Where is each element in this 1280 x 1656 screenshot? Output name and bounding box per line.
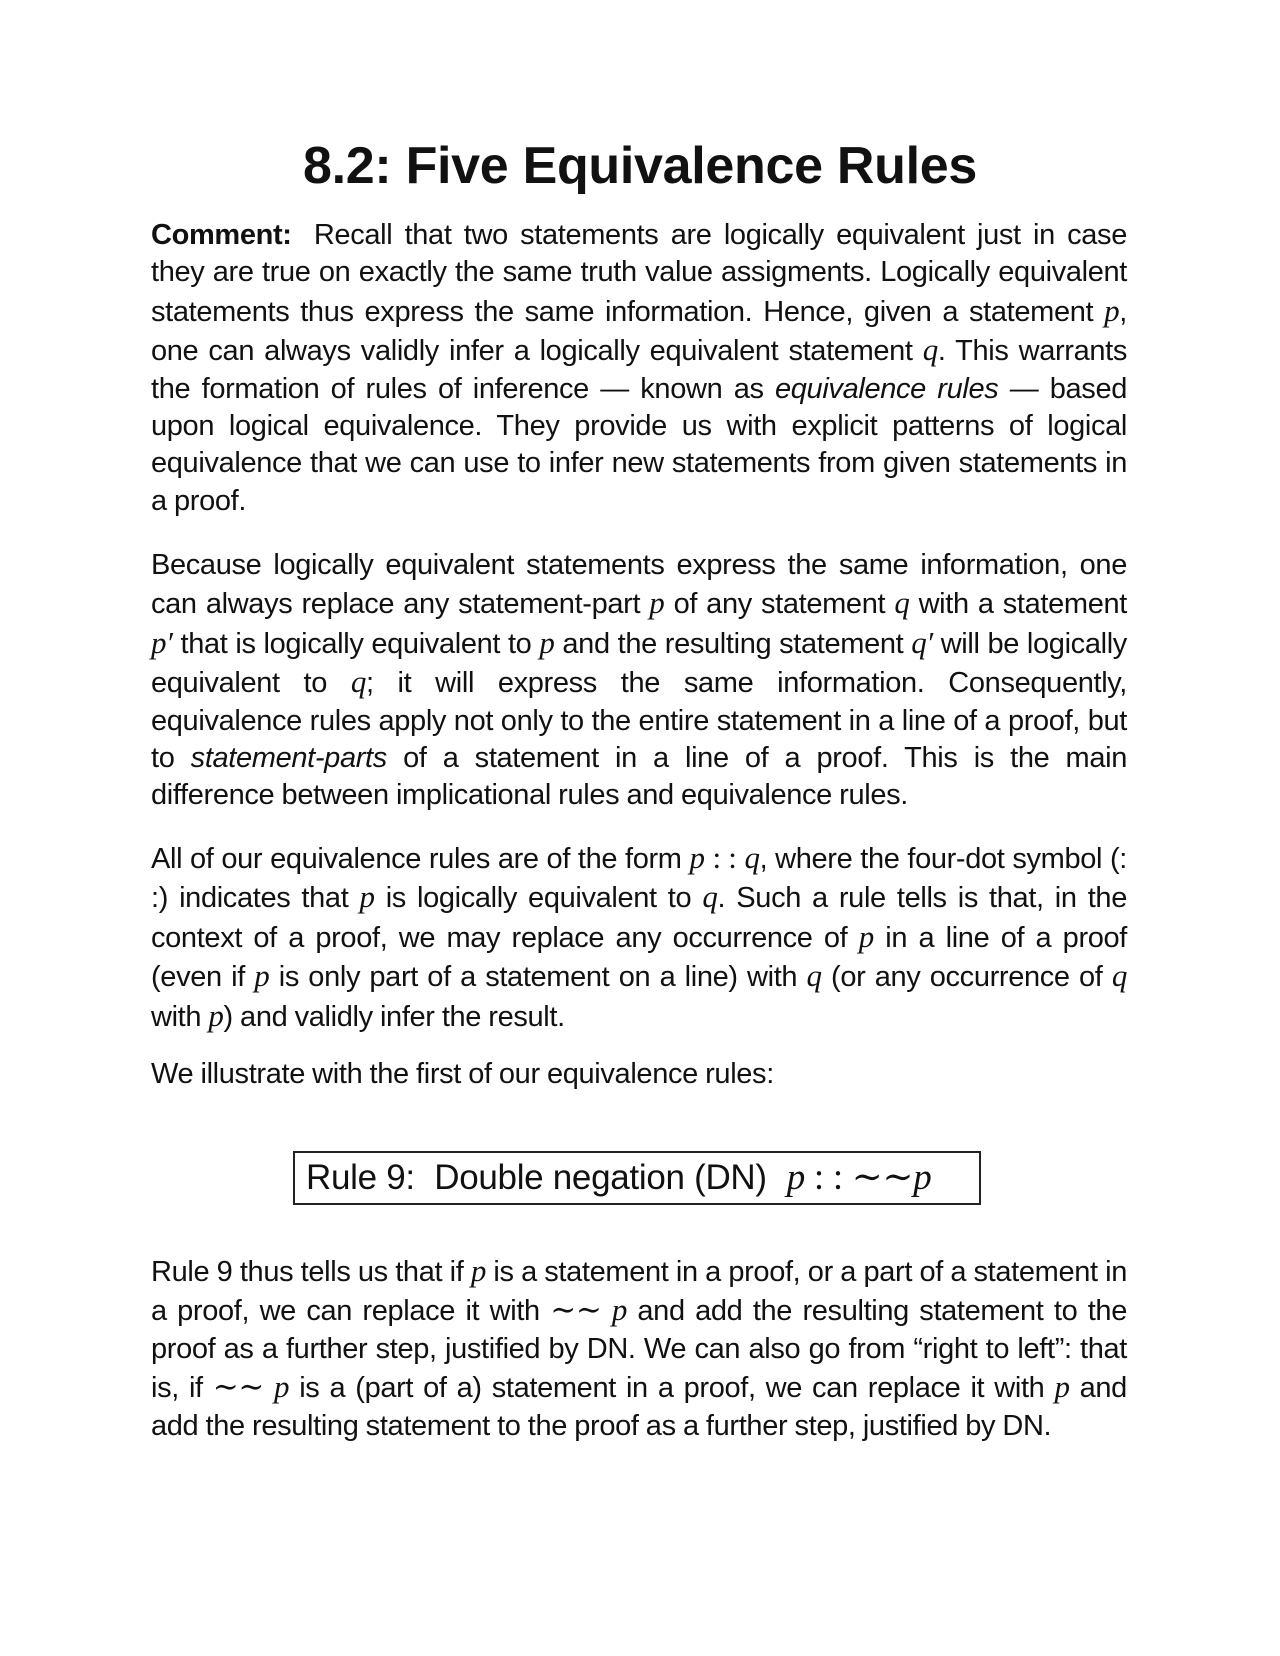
math-var: p bbox=[274, 1369, 290, 1405]
text-run: Recall that two statements are logically equivalent just in case they are true on exactly the same truth value assigments. Logically equivalent statements thus express the same information. Hence, given a statement bbox=[151, 219, 1127, 328]
math-var: q bbox=[1111, 958, 1127, 994]
rule-name: Double negation (DN) bbox=[434, 1158, 767, 1197]
rule-formula bbox=[787, 1157, 932, 1198]
text-run: ) and validly infer the result. bbox=[223, 1000, 565, 1033]
math-var: p bbox=[470, 1253, 486, 1288]
math-var: p′ bbox=[151, 624, 173, 660]
math-var: p bbox=[689, 840, 705, 875]
text-run: (or any occurrence of bbox=[831, 961, 1103, 994]
text-run: We illustrate with the first of our equivalence rules: bbox=[151, 1058, 774, 1090]
math-var: q bbox=[702, 879, 718, 915]
replacement-paragraph bbox=[151, 547, 1127, 815]
text-run: . Such a rule tells is that, in the context of a proof, we may replace any occurrence of bbox=[151, 882, 1127, 954]
text-run: is a (part of a) statement in a proof, we can replace it with bbox=[299, 1372, 1045, 1405]
math-var: p bbox=[208, 997, 224, 1033]
math-var: p bbox=[611, 1292, 627, 1328]
text-run: . This warrants the formation of rules of inference — known as bbox=[151, 335, 1128, 405]
four-dot-symbol: : : bbox=[813, 1157, 843, 1198]
page-title: 8.2: Five Equivalence Rules bbox=[303, 136, 977, 195]
text-run: is only part of a statement on a line) with bbox=[278, 961, 798, 994]
term-statement-parts: statement-parts bbox=[190, 742, 387, 775]
math-var: p bbox=[913, 1157, 932, 1198]
text-run: and the resulting statement bbox=[562, 627, 904, 660]
text-run: , where the four-dot symbol (: :) indicates that bbox=[151, 843, 1127, 915]
text-run: in a line of a proof (even if bbox=[151, 921, 1128, 994]
text-run: and add the resulting statement to the proof as a further step, justified by DN. bbox=[151, 1372, 1127, 1442]
double-negation-symbol: ∼∼ bbox=[212, 1369, 265, 1405]
text-run: of any statement bbox=[673, 588, 886, 621]
math-var: p bbox=[539, 624, 555, 660]
comment-paragraph bbox=[151, 217, 1127, 520]
math-var: p bbox=[649, 585, 665, 621]
text-run: All of our equivalence rules are of the form bbox=[151, 843, 682, 875]
math-var: p bbox=[254, 958, 270, 994]
text-run: is a statement in a proof, or a part of a statement in a proof, we can replace it with bbox=[151, 1256, 1128, 1328]
text-run: Because logically equivalent statements express the same information, one can always replace any statement-part bbox=[151, 549, 1127, 621]
text-run: , one can always validly infer a logically equivalent statement bbox=[151, 295, 1127, 368]
comment-lead: Comment: bbox=[151, 219, 292, 251]
math-var: q bbox=[922, 332, 938, 368]
illustrate-paragraph bbox=[151, 1056, 1127, 1093]
form-paragraph bbox=[151, 839, 1127, 1036]
rule-9-explanation bbox=[151, 1252, 1127, 1445]
double-negation-symbol: ∼∼ bbox=[550, 1292, 602, 1328]
math-var: q bbox=[806, 958, 822, 994]
text-run: with bbox=[151, 1000, 202, 1033]
text-run: Rule 9 thus tells us that if bbox=[151, 1256, 464, 1288]
rule-label: Rule 9: bbox=[306, 1158, 415, 1197]
text-run: of a statement in a line of a proof. This is the main difference between implicational rules and equivalence rules. bbox=[151, 742, 1127, 812]
text-run: with a statement bbox=[918, 588, 1127, 621]
text-run: is logically equivalent to bbox=[385, 882, 692, 915]
rule-9-box bbox=[293, 1151, 981, 1205]
math-var: p bbox=[858, 918, 874, 954]
four-dot-symbol: : : bbox=[712, 840, 737, 875]
math-var: p bbox=[1054, 1369, 1070, 1405]
math-var: p bbox=[786, 1157, 805, 1198]
math-var: q′ bbox=[911, 624, 933, 660]
math-var: p bbox=[1104, 292, 1120, 328]
text-run: will be logically equivalent to bbox=[151, 627, 1127, 700]
text-run: — based upon logical equivalence. They provide us with explicit patterns of logical equivalence that we can use to infer new statements from given statements in a proof. bbox=[151, 372, 1128, 517]
text-run: and add the resulting statement to the proof as a further step, justified by DN. We can also go from “right to left”: that is, if bbox=[151, 1295, 1127, 1405]
text-run: ; it will express the same information. Consequently, equivalence rules apply not only to the entire statement in a line of a proof, but to bbox=[151, 667, 1128, 775]
math-var: p bbox=[359, 879, 375, 915]
math-var: q bbox=[894, 585, 910, 621]
text-run: that is logically equivalent to bbox=[180, 627, 532, 660]
double-negation-symbol: ∼∼ bbox=[851, 1157, 914, 1198]
term-equivalence-rules: equivalence rules bbox=[775, 372, 999, 405]
math-var: q bbox=[350, 664, 367, 700]
math-var: q bbox=[744, 840, 760, 875]
